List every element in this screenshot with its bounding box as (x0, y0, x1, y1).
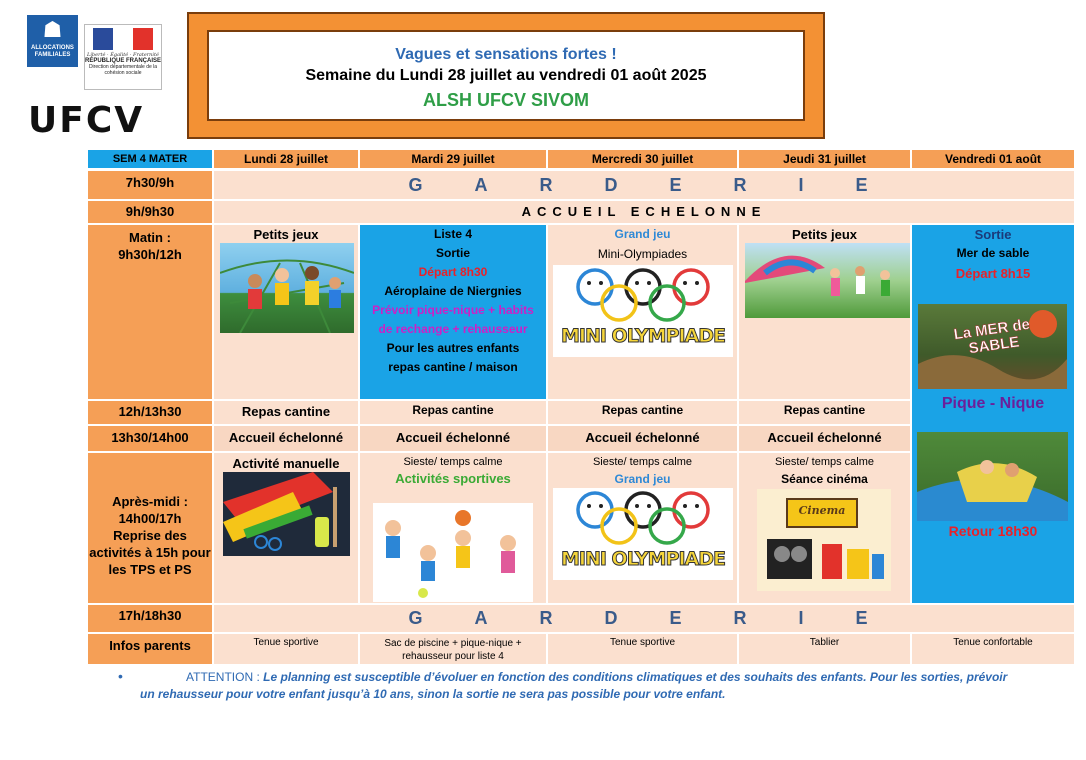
mini-olympiade-image-2 (553, 488, 733, 580)
tuesday-departure: Départ 8h30 (418, 265, 488, 279)
wednesday-info: Tenue sportive (548, 634, 737, 664)
thursday-afternoon-arrival: Accueil échelonné (739, 426, 910, 451)
friday-info: Tenue confortable (912, 634, 1074, 664)
footer-label: ATTENTION : (186, 670, 260, 684)
monday-lunch: Repas cantine (214, 401, 358, 424)
thursday-lunch: Repas cantine (739, 401, 910, 424)
time-slot-garderie-evening: 17h/18h30 (88, 605, 212, 632)
tuesday-afternoon-cell (360, 453, 546, 603)
friday-departure: Départ 8h15 (955, 266, 1031, 281)
garderie-evening-label: GARDERIE (408, 608, 920, 628)
wednesday-morning-cell (548, 225, 737, 399)
day-header-thursday: Jeudi 31 juillet (739, 150, 910, 168)
infos-parents-label: Infos parents (88, 634, 212, 664)
sports-kids-illustration (373, 503, 533, 602)
tuesday-other-children-note: Pour les autres enfants repas cantine / maison (386, 341, 520, 374)
thursday-sieste: Sieste/ temps calme (774, 456, 875, 468)
friday-destination: Mer de sable (956, 246, 1030, 260)
time-slot-lunch: 12h/13h30 (88, 401, 212, 424)
wednesday-grand-jeu: Grand jeu (614, 227, 671, 241)
wednesday-afternoon-cell (548, 453, 737, 603)
garderie-evening-banner (214, 605, 1074, 632)
time-slot-afternoon-arrival: 13h30/14h00 (88, 426, 212, 451)
thursday-morning-cell (739, 225, 910, 399)
friday-picnic: Pique - Nique (941, 395, 1045, 412)
tuesday-sieste: Sieste/ temps calme (403, 456, 503, 468)
family-icon: ☗ (42, 17, 63, 42)
week-label: Semaine du Lundi 28 juillet au vendredi 01 août 2025 (305, 67, 707, 84)
time-slot-accueil: 9h/9h30 (88, 201, 212, 223)
garderie-label: GARDERIE (408, 175, 920, 195)
wednesday-mini-olympiades: Mini-Olympiades (597, 247, 688, 261)
day-header-friday: Vendredi 01 août (912, 150, 1074, 168)
mini-olympiade-image-text: MINI OLYMPIADE (561, 325, 725, 347)
caf-logo (27, 15, 78, 67)
kids-parachute-photo (745, 243, 910, 318)
thursday-afternoon-cell (739, 453, 910, 603)
monday-morning-cell (214, 225, 358, 399)
time-slot-garderie-morning: 7h30/9h (88, 171, 212, 199)
day-header-tuesday: Mardi 29 juillet (360, 150, 546, 168)
wednesday-afternoon-activity: Grand jeu (614, 472, 671, 486)
day-header-wednesday: Mercredi 30 juillet (548, 150, 737, 168)
monday-info: Tenue sportive (214, 634, 358, 664)
time-slot-afternoon: Après-midi : 14h00/17h Reprise des activités à 15h pour les TPS et PS (88, 453, 212, 603)
tuesday-lunch: Repas cantine (360, 401, 546, 424)
week-column-header: SEM 4 MATER (88, 150, 212, 168)
french-flag-icon (93, 28, 153, 50)
friday-sortie-label: Sortie (974, 227, 1012, 242)
tuesday-morning-cell (360, 225, 546, 399)
mer-de-sable-logo: La MER de SABLE (952, 315, 1031, 358)
monday-afternoon-activity: Activité manuelle (232, 456, 340, 471)
friday-column-cell (912, 225, 1074, 603)
thursday-morning-activity: Petits jeux (791, 227, 858, 242)
rf-motto: Liberté · Égalité · Fraternité (87, 52, 159, 58)
cinema-sign-text: Cinema (798, 504, 846, 517)
cinema-illustration (757, 489, 891, 591)
republique-francaise-logo (84, 24, 162, 90)
wednesday-sieste: Sieste/ temps calme (592, 456, 693, 468)
craft-supplies-photo (223, 472, 350, 556)
rf-direction: Direction départementale de la cohésion sociale (88, 64, 158, 76)
mini-olympiade-image-2-text: MINI OLYMPIADE (561, 548, 725, 570)
tuesday-info: Sac de piscine + pique-nique + rehausseur pour liste 4 (360, 634, 546, 664)
footer-note (140, 669, 1010, 703)
tuesday-destination: Aéroplaine de Niergnies (384, 284, 522, 298)
accueil-echelonne-banner: ACCUEIL ECHELONNE (214, 201, 1074, 223)
rf-name: RÉPUBLIQUE FRANÇAISE (85, 58, 162, 64)
wednesday-lunch: Repas cantine (548, 401, 737, 424)
thursday-info: Tablier (739, 634, 910, 664)
wednesday-afternoon-arrival: Accueil échelonné (548, 426, 737, 451)
monday-afternoon-arrival: Accueil échelonné (214, 426, 358, 451)
garderie-morning-banner (214, 171, 1074, 199)
thursday-afternoon-activity: Séance cinéma (781, 472, 868, 486)
tuesday-prevoir-note: Prévoir pique-nique + habits de rechange + rehausseur (372, 303, 534, 336)
footer-bullet: • (118, 668, 123, 684)
tuesday-afternoon-activity: Activités sportives (395, 471, 511, 486)
friday-return: Retour 18h30 (948, 523, 1038, 539)
tuesday-sortie-label: Sortie (435, 246, 470, 260)
page-title: Vagues et sensations fortes ! (395, 46, 617, 63)
monday-afternoon-cell (214, 453, 358, 603)
kids-climbing-photo (220, 243, 354, 333)
mer-de-sable-photo (918, 304, 1067, 389)
tuesday-afternoon-arrival: Accueil échelonné (360, 426, 546, 451)
mini-olympiade-image (553, 265, 733, 357)
center-name: ALSH UFCV SIVOM (422, 90, 589, 110)
monday-morning-activity: Petits jeux (253, 227, 319, 242)
caf-logo-text: ALLOCATIONS FAMILIALES (31, 45, 74, 58)
ride-photo (917, 432, 1068, 521)
ufcv-logo: UFCV (28, 100, 145, 141)
time-slot-morning: Matin : 9h30h/12h (88, 225, 212, 399)
day-header-monday: Lundi 28 juillet (214, 150, 358, 168)
tuesday-list-label: Liste 4 (433, 227, 472, 241)
header-box (187, 12, 825, 139)
footer-text: Le planning est susceptible d’évoluer en fonction des conditions climatiques et des souhaits des enfants. Pour les sorties, prévoir un rehausseur pour votre enfant jusqu’à 10 ans, sinon la sortie ne sera pas possible pour votre enfant. (140, 670, 1008, 701)
